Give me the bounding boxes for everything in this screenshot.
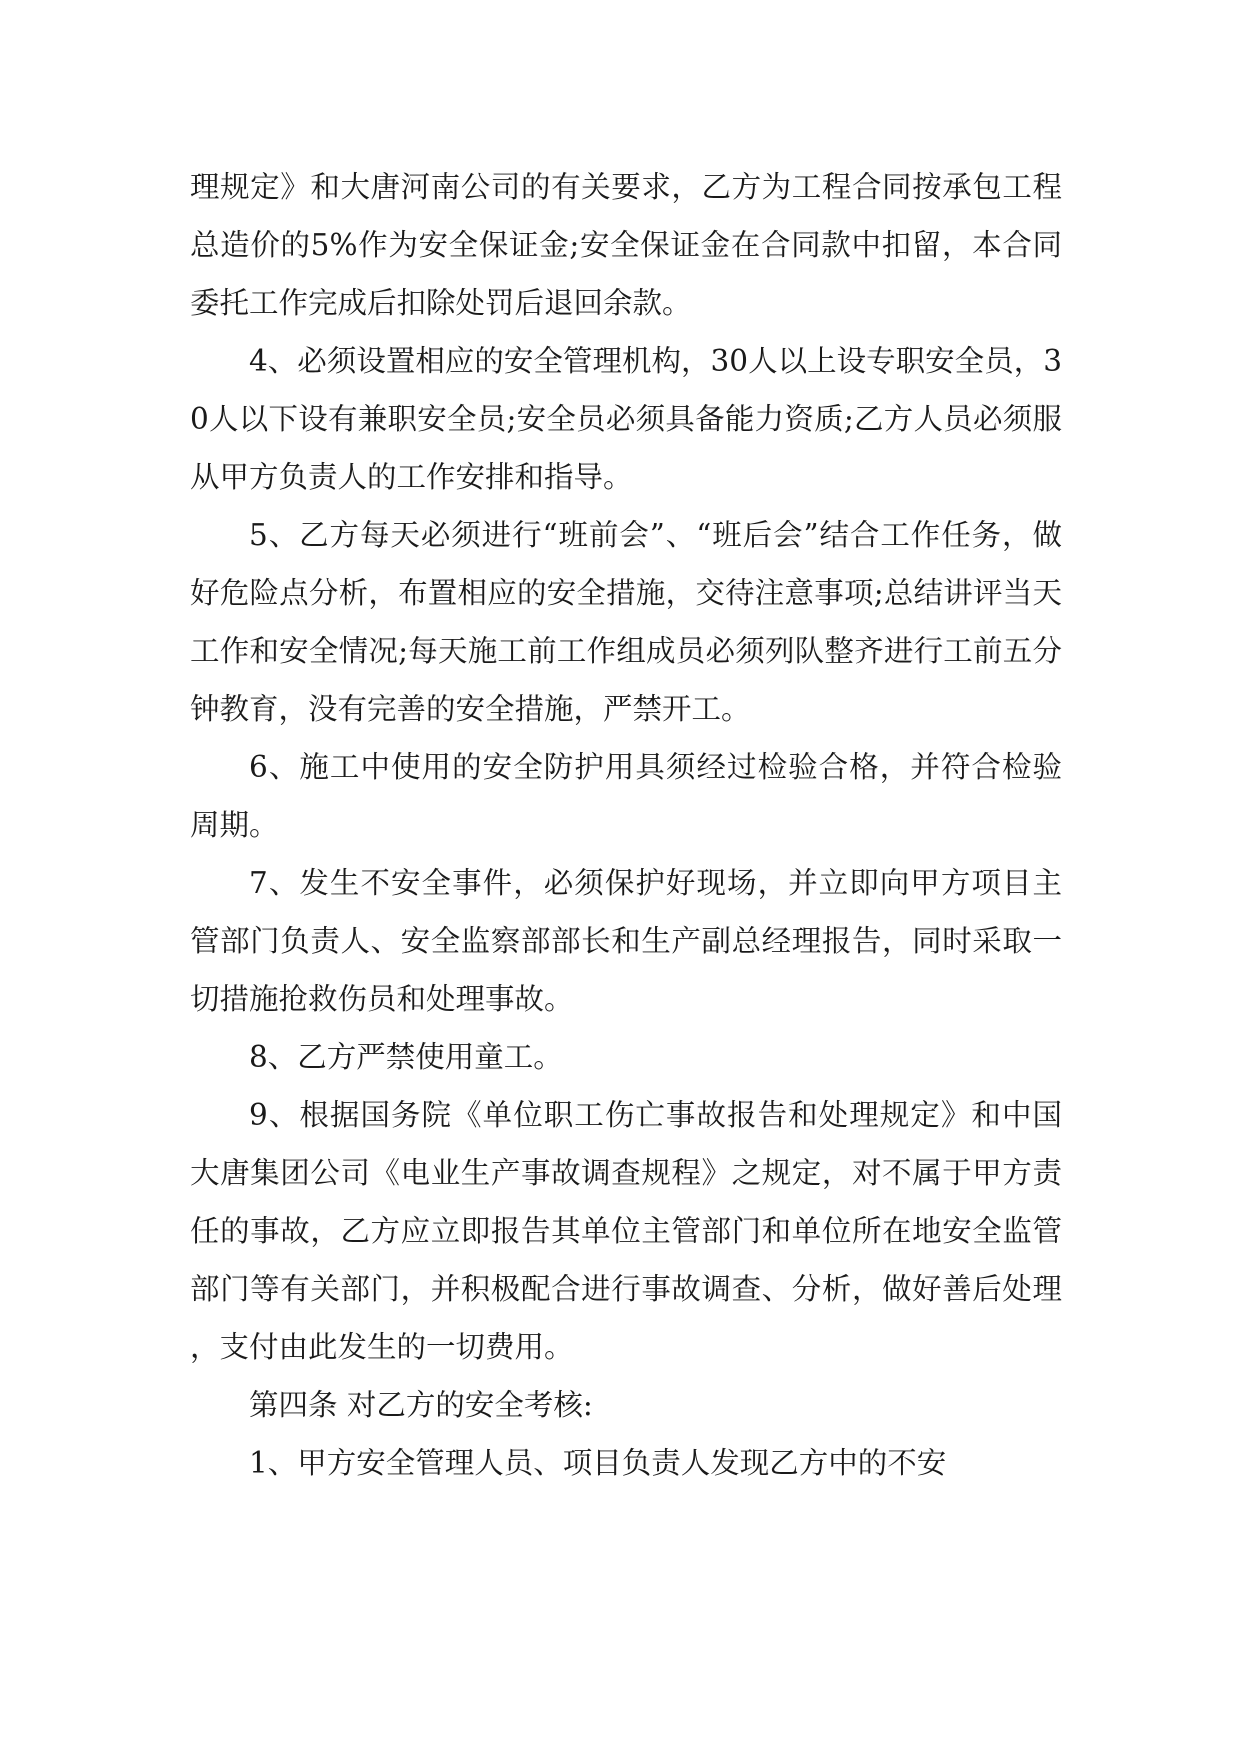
paragraph-item-4: 4、必须设置相应的安全管理机构，30人以上设专职安全员，30人以下设有兼职安全员;安全员必须具备能力资质;乙方人员必须服从甲方负责人的工作安排和指导。 (190, 344, 1062, 494)
paragraph-item-1: 1、甲方安全管理人员、项目负责人发现乙方中的不安 (249, 1446, 947, 1480)
paragraph-item-7: 7、发生不安全事件，必须保护好现场，并立即向甲方项目主管部门负责人、安全监察部部长和生产副总经理报告，同时采取一切措施抢救伤员和处理事故。 (190, 866, 1062, 1016)
paragraph-item-9: 9、根据国务院《单位职工伤亡事故报告和处理规定》和中国大唐集团公司《电业生产事故调查规程》之规定，对不属于甲方责任的事故，乙方应立即报告其单位主管部门和单位所在地安全监管部门等有关部门，并积极配合进行事故调查、分析，做好善后处理，支付由此发生的一切费用。 (190, 1098, 1062, 1364)
document-body (190, 158, 1062, 1492)
paragraph-item-8: 8、乙方严禁使用童工。 (249, 1040, 563, 1074)
paragraph-item-5: 5、乙方每天必须进行“班前会”、“班后会”结合工作任务，做好危险点分析，布置相应的安全措施，交待注意事项;总结讲评当天工作和安全情况;每天施工前工作组成员必须列队整齐进行工前五分钟教育，没有完善的安全措施，严禁开工。 (190, 518, 1062, 726)
paragraph-continuation: 理规定》和大唐河南公司的有关要求，乙方为工程合同按承包工程总造价的5%作为安全保证金;安全保证金在合同款中扣留，本合同委托工作完成后扣除处罚后退回余款。 (190, 170, 1062, 320)
section-heading-article-4: 第四条 对乙方的安全考核: (249, 1388, 593, 1422)
paragraph-item-6: 6、施工中使用的安全防护用具须经过检验合格，并符合检验周期。 (190, 750, 1062, 842)
